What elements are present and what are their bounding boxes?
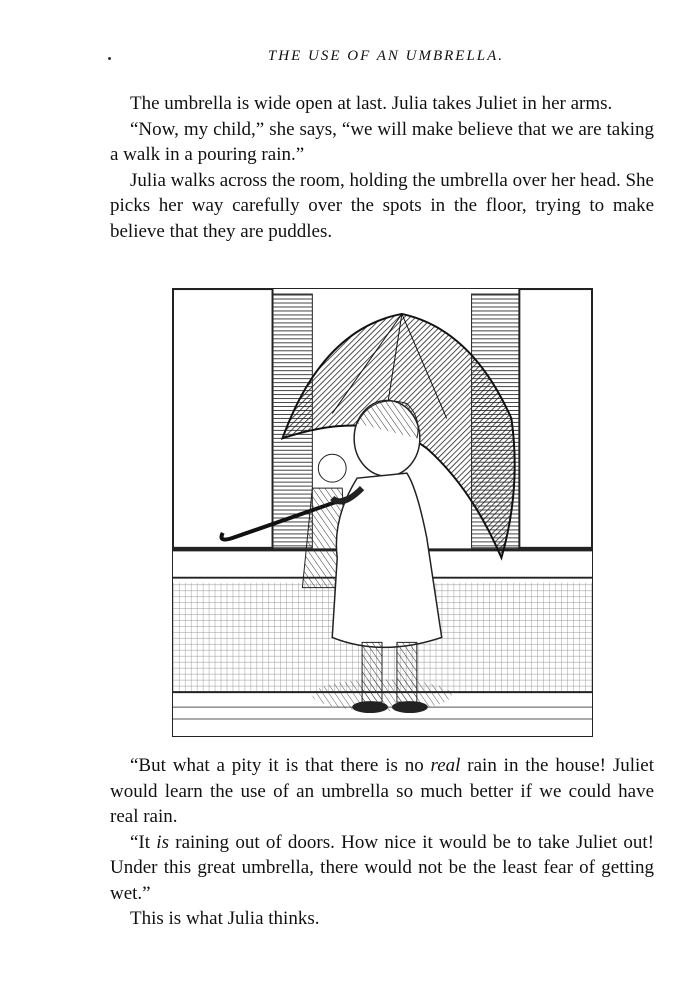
- bottom-text-block: [110, 753, 654, 932]
- emphasis: real: [430, 755, 461, 776]
- running-header: [0, 48, 682, 65]
- running-title: THE USE OF AN UMBRELLA.: [267, 48, 505, 64]
- emphasis: is: [156, 831, 169, 853]
- paragraph: [110, 830, 654, 907]
- paragraph: [110, 753, 654, 830]
- child-umbrella-engraving: [173, 289, 592, 736]
- text-run: “It: [130, 831, 157, 853]
- text-run: “But what a pity it is that there is no: [130, 755, 431, 776]
- text-run: rain in the house! Juliet would learn the use of an umbrella so much better if we could have real rain.: [110, 755, 654, 827]
- top-text-block: [110, 91, 654, 244]
- paragraph: This is what Julia thinks.: [130, 908, 320, 929]
- paragraph: Julia walks across the room, holding the umbrella over her head. She picks her way carefully over the spots in the floor, trying to make believe that they are puddles.: [110, 169, 654, 242]
- text-run: raining out of doors. How nice it would be to take Juliet out! Under this great umbrella, there would not be the least fear of getting wet.”: [110, 831, 654, 904]
- paragraph: The umbrella is wide open at last. Julia takes Juliet in her arms.: [130, 93, 613, 114]
- paragraph: “Now, my child,” she says, “we will make believe that we are taking a walk in a pouring rain.”: [110, 118, 654, 165]
- engraving-illustration: [172, 288, 593, 737]
